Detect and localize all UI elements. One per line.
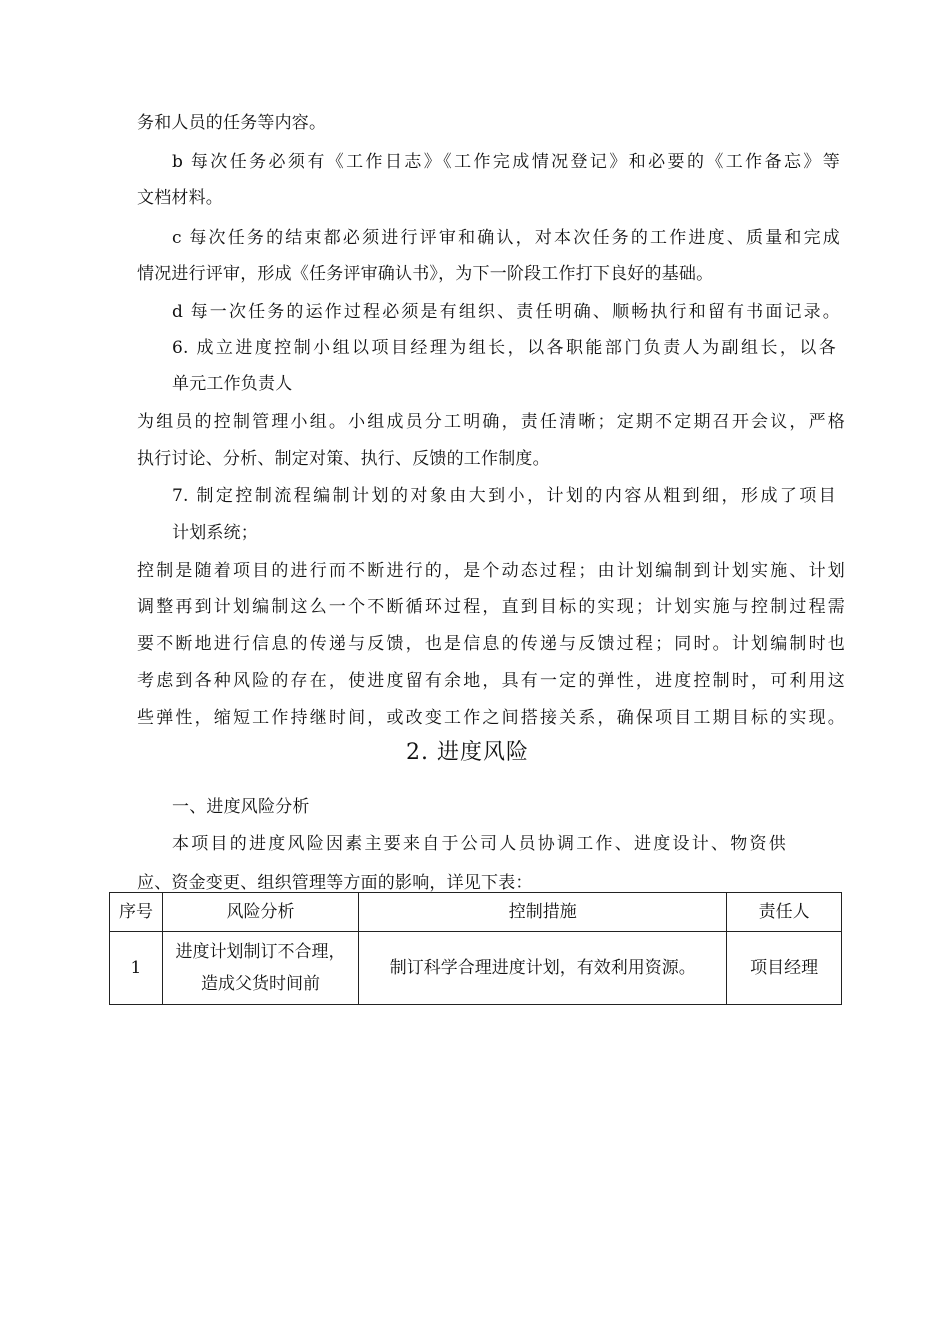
paragraph-line: 文档材料。	[137, 188, 223, 208]
cell-risk: 进度计划制订不合理，造成父货时间前	[162, 932, 358, 1005]
cell-no: 1	[110, 932, 163, 1005]
paragraph-line: b 每次任务必须有《工作日志》《工作完成情况登记》和必要的《工作备忘》等	[172, 152, 840, 172]
paragraph-line: 考虑到各种风险的存在，使进度留有余地，具有一定的弹性，进度控制时，可利用这	[137, 671, 845, 691]
paragraph-line: 7. 制定控制流程编制计划的对象由大到小，计划的内容从粗到细，形成了项目	[172, 486, 836, 506]
header-risk: 风险分析	[162, 893, 358, 932]
paragraph-line: 情况进行评审，形成《任务评审确认书》，为下一阶段工作打下良好的基础。	[137, 264, 714, 284]
cell-control: 制订科学合理进度计划，有效利用资源。	[359, 932, 727, 1005]
paragraph-line: 务和人员的任务等内容。	[137, 113, 327, 133]
header-no: 序号	[110, 893, 163, 932]
paragraph-line: 计划系统；	[172, 523, 258, 543]
paragraph-line: 6. 成立进度控制小组以项目经理为组长，以各职能部门负责人为副组长，以各	[172, 338, 836, 358]
paragraph-line: 本项目的进度风险因素主要来自于公司人员协调工作、进度设计、物资供	[172, 834, 786, 854]
paragraph-line: d 每一次任务的运作过程必须是有组织、责任明确、顺畅执行和留有书面记录。	[172, 302, 840, 322]
paragraph-line: 应、资金变更、组织管理等方面的影响，详见下表：	[137, 873, 533, 893]
paragraph-line: 要不断地进行信息的传递与反馈，也是信息的传递与反馈过程；同时。计划编制时也	[137, 634, 845, 654]
paragraph-line: c 每次任务的结束都必须进行评审和确认，对本次任务的工作进度、质量和完成	[172, 228, 840, 248]
section-heading: 2. 进度风险	[406, 740, 529, 765]
cell-owner: 项目经理	[727, 932, 842, 1005]
paragraph-line: 执行讨论、分析、制定对策、执行、反馈的工作制度。	[137, 449, 550, 469]
paragraph-line: 控制是随着项目的进行而不断进行的，是个动态过程；由计划编制到计划实施、计划	[137, 561, 845, 581]
paragraph-line: 些弹性，缩短工作持继时间，或改变工作之间搭接关系，确保项目工期目标的实现。	[137, 708, 845, 728]
header-control: 控制措施	[359, 893, 727, 932]
paragraph-line: 调整再到计划编制这么一个不断循环过程，直到目标的实现；计划实施与控制过程需	[137, 597, 845, 617]
paragraph-line: 为组员的控制管理小组。小组成员分工明确，责任清晰；定期不定期召开会议，严格	[137, 412, 845, 432]
paragraph-line: 单元工作负责人	[172, 374, 293, 394]
subsection-heading: 一、进度风险分析	[172, 797, 310, 817]
table-row	[110, 932, 842, 1005]
header-owner: 责任人	[727, 893, 842, 932]
table-header-row	[110, 893, 842, 932]
risk-table	[109, 892, 842, 1005]
